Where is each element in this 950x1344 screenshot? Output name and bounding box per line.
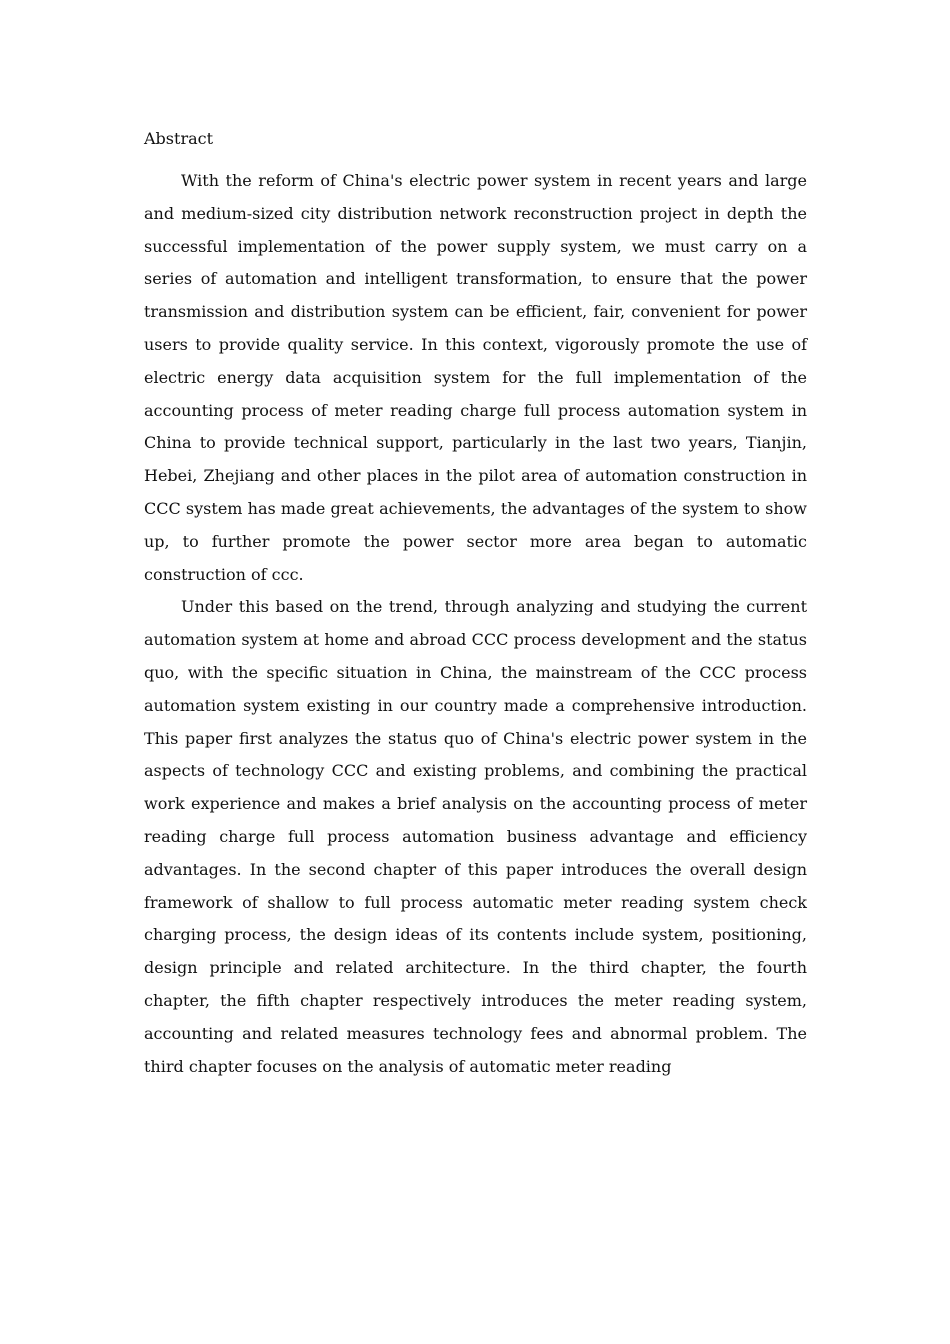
paragraph: With the reform of China's electric power system in recent years and large and medium-sized city distribution network reconstruction project in depth the successful implementation of the power supply system, we must carry on a series of automation and intelligent transformation, to ensure that the power transmission and distribution system can be efficient, fair, convenient for power users to provide quality service. In this context, vigorously promote the use of electric energy data acquisition system for the full implementation of the accounting process of meter reading charge full process automation system in China to provide technical support, particularly in the last two years, Tianjin, Hebei, Zhejiang and other places in the pilot area of automation construction in CCC system has made great achievements, the advantages of the system to show up, to further promote the power sector more area began to automatic construction of ccc. xyxy=(144,171,807,584)
document-body xyxy=(144,122,807,1083)
section-heading: Abstract xyxy=(144,129,214,148)
paragraph: Under this based on the trend, through analyzing and studying the current automation system at home and abroad CCC process development and the status quo, with the specific situation in China, the mainstream of the CCC process automation system existing in our country made a comprehensive introduction. This paper first analyzes the status quo of China's electric power system in the aspects of technology CCC and existing problems, and combining the practical work experience and makes a brief analysis on the accounting process of meter reading charge full process automation business advantage and efficiency advantages. In the second chapter of this paper introduces the overall design framework of shallow to full process automatic meter reading system check charging process, the design ideas of its contents include system, positioning, design principle and related architecture. In the third chapter, the fourth chapter, the fifth chapter respectively introduces the meter reading system, accounting and related measures technology fees and abnormal problem. The third chapter focuses on the analysis of automatic meter reading xyxy=(144,597,807,1076)
